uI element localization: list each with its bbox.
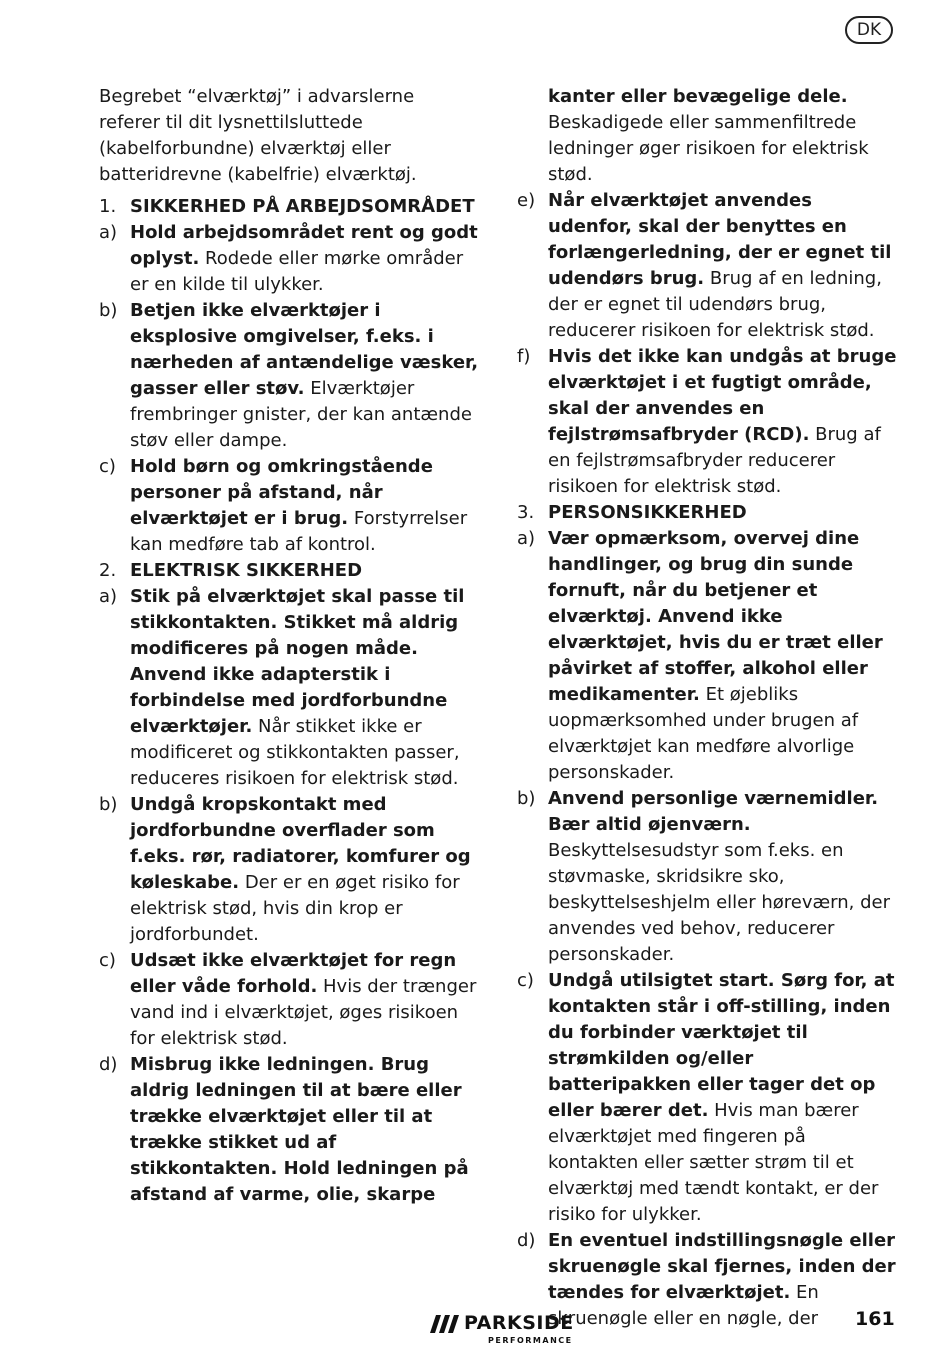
item-text: Hvis man bærer elværktøjet med fingeren på kontakten eller sætter strøm til et elværktøj med tændt kontakt, er der risiko for ulykker. (548, 1100, 879, 1225)
list-item (517, 344, 897, 500)
left-column (99, 84, 479, 1208)
list-item (99, 220, 479, 298)
section-heading (99, 558, 479, 584)
item-bold-text: Undgå kropskontakt med jordforbundne overflader som f.eks. rør, radiatorer, komfurer og køleskabe. (130, 794, 471, 893)
item-label: d) (99, 1054, 118, 1075)
item-bold-text: Betjen ikke elværktøjer i eksplosive omgivelser, f.eks. i nærheden af antændelige væsker, gasser eller støv. (130, 300, 479, 399)
item-label: b) (517, 788, 536, 809)
intro-paragraph: Begrebet “elværktøj” i advarslerne referer til dit lysnettilsluttede (kabelforbundne) elværktøj eller batteridrevne (kabelfrie) elværktøj. (99, 86, 417, 185)
list-item (517, 968, 897, 1228)
right-column (517, 84, 897, 1332)
item-bold-text: Hold børn og omkringstående personer på afstand, når elværktøjet er i brug. (130, 456, 433, 529)
item-bold-text: Anvend personlige værnemidler. Bær altid øjenværn. (548, 788, 879, 835)
item-label: e) (517, 190, 536, 211)
item-label: f) (517, 346, 531, 367)
list-item (517, 786, 897, 968)
item-text: Elværktøjer frembringer gnister, der kan antænde støv eller dampe. (130, 378, 472, 451)
parkside-logo (430, 1312, 590, 1352)
item-label: a) (517, 528, 536, 549)
item-label: c) (99, 456, 116, 477)
list-item (99, 1052, 479, 1208)
item-bold-text: Udsæt ikke elværktøjet for regn eller våde forhold. (130, 950, 457, 997)
list-item (99, 792, 479, 948)
section-number: 2. (99, 560, 117, 581)
item-text: Brug af en fejlstrømsafbryder reducerer risikoen for elektrisk stød. (548, 424, 881, 497)
item-bold-text: Vær opmærksom, overvej dine handlinger, og brug din sunde fornuft, når du betjener et elværktøj. Anvend ikke elværktøjet, hvis du er træt eller påvirket af stoffer, alkohol eller medikamenter. (548, 528, 883, 705)
list-item (517, 188, 897, 344)
item-label: c) (517, 970, 534, 991)
item-label: c) (99, 950, 116, 971)
item-label: d) (517, 1230, 536, 1251)
item-label: a) (99, 586, 118, 607)
list-item (99, 298, 479, 454)
list-item (99, 584, 479, 792)
item-text: En skruenøgle eller en nøgle, der (548, 1282, 819, 1329)
section-number: 1. (99, 196, 117, 217)
language-badge: DK (845, 16, 893, 44)
brand-subline: PERFORMANCE (488, 1336, 573, 1345)
item-bold-text: Stik på elværktøjet skal passe til stikkontakten. Stikket må aldrig modificeres på nogen måde. Anvend ikke adapterstik i forbindelse med jordforbundne elværktøjer. (130, 586, 465, 737)
section-title: PERSONSIKKERHED (548, 502, 747, 523)
list-item (99, 454, 479, 558)
section-title: ELEKTRISK SIKKERHED (130, 560, 363, 581)
item-text: Forstyrrelser kan medføre tab af kontrol. (130, 508, 468, 555)
item-bold-text: kanter eller bevægelige dele. (548, 86, 848, 107)
item-text: Beskadigede eller sammenfiltrede ledninger øger risikoen for elektrisk stød. (548, 112, 869, 185)
item-bold-text: En eventuel indstillingsnøgle eller skruenøgle skal fjernes, inden der tændes for elværktøjet. (548, 1230, 896, 1303)
slash-mark-icon (430, 1315, 460, 1335)
item-text: Rodede eller mørke områder er en kilde til ulykker. (130, 248, 464, 295)
section-number: 3. (517, 502, 535, 523)
item-text: Der er en øget risiko for elektrisk stød, hvis din krop er jordforbundet. (130, 872, 460, 945)
item-bold-text: Misbrug ikke ledningen. Brug aldrig ledningen til at bære eller trække elværktøjet eller til at trække stikket ud af stikkontakten. Hold ledningen på afstand af varme, olie, skarpe (130, 1054, 469, 1205)
section-heading (517, 500, 897, 526)
item-label: b) (99, 300, 118, 321)
item-bold-text: Når elværktøjet anvendes udenfor, skal der benyttes en forlængerledning, der er egnet til udendørs brug. (548, 190, 892, 289)
item-text: Beskyttelsesudstyr som f.eks. en støvmaske, skridsikre sko, beskyttelseshjelm eller høreværn, der anvendes ved behov, reducerer personskader. (548, 840, 891, 965)
item-label: a) (99, 222, 118, 243)
section-heading (99, 194, 479, 220)
item-bold-text: Hvis det ikke kan undgås at bruge elværktøjet i et fugtigt område, skal der anvendes en fejlstrømsafbryder (RCD). (548, 346, 897, 445)
page-number: 161 (855, 1308, 895, 1330)
list-item (99, 948, 479, 1052)
item-bold-text: Undgå utilsigtet start. Sørg for, at kontakten står i off-stilling, inden du forbinder værktøjet til strømkilden og/eller batteripakken eller tager det op eller bærer det. (548, 970, 895, 1121)
item-label: b) (99, 794, 118, 815)
item-text: Når stikket ikke er modificeret og stikkontakten passer, reduceres risikoen for elektrisk stød. (130, 716, 460, 789)
item-text: Hvis der trænger vand ind i elværktøjet, øges risikoen for elektrisk stød. (130, 976, 477, 1049)
list-item (517, 526, 897, 786)
section-title: SIKKERHED PÅ ARBEJDSOMRÅDET (130, 196, 475, 217)
list-item-continued (517, 84, 897, 188)
brand-name: PARKSIDE (464, 1312, 574, 1334)
item-text: Et øjebliks uopmærksomhed under brugen af elværktøjet kan medføre alvorlige personskader. (548, 684, 859, 783)
item-bold-text: Hold arbejdsområdet rent og godt oplyst. (130, 222, 478, 269)
item-text: Brug af en ledning, der er egnet til udendørs brug, reducerer risikoen for elektrisk stød. (548, 268, 882, 341)
